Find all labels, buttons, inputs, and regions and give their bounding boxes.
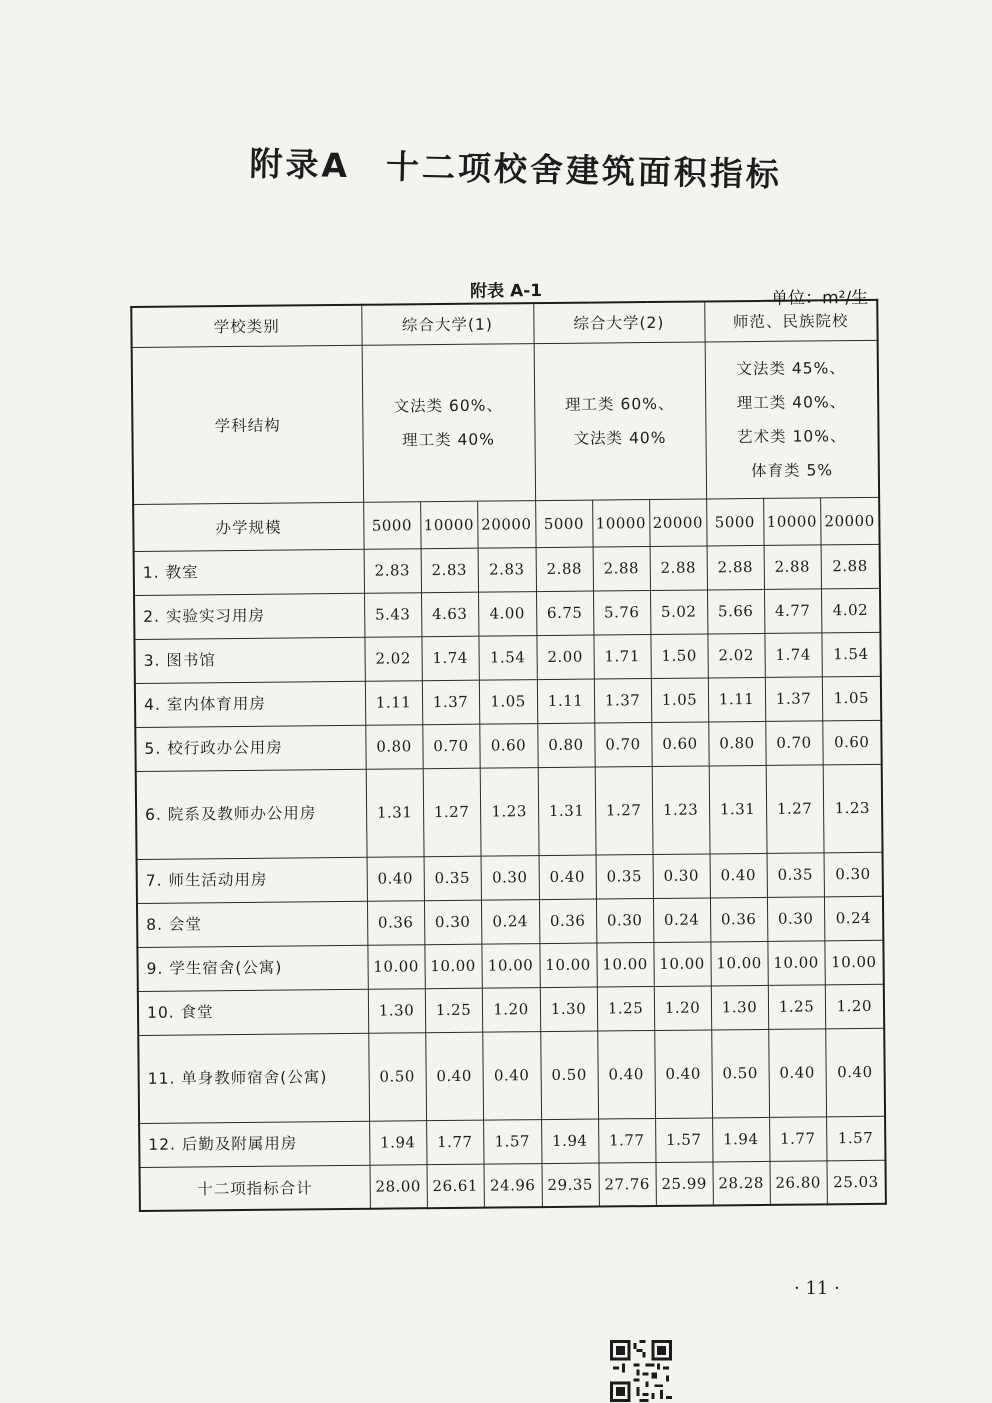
value-cell: 1.30 (540, 987, 597, 1032)
value-cell: 0.40 (367, 856, 424, 901)
value-cell: 2.88 (536, 547, 593, 592)
value-cell: 0.40 (710, 853, 767, 898)
structure-cell (362, 343, 535, 502)
value-cell: 0.60 (822, 720, 881, 765)
structure-cell (534, 341, 706, 500)
structure-line: 体育类 5% (751, 460, 834, 480)
table-body (131, 300, 886, 1211)
value-cell: 1.11 (708, 677, 765, 722)
value-cell: 0.24 (653, 897, 710, 942)
value-cell: 1.77 (769, 1116, 826, 1161)
area-index-table (130, 299, 887, 1212)
table-row (136, 764, 883, 859)
value-cell: 1.25 (768, 984, 825, 1029)
row-label: 5. 校行政办公用房 (135, 725, 365, 771)
total-value-cell: 26.61 (427, 1164, 484, 1209)
value-cell: 0.35 (767, 852, 824, 897)
value-cell: 10.00 (596, 942, 653, 987)
value-cell: 0.80 (537, 723, 594, 768)
total-value-cell: 27.76 (598, 1162, 655, 1207)
table-row (135, 676, 881, 727)
value-cell: 1.50 (650, 633, 707, 678)
row-label: 12. 后勤及附属用房 (139, 1121, 369, 1167)
row-label: 10. 食堂 (138, 989, 368, 1035)
value-cell: 0.35 (596, 854, 653, 899)
value-cell: 0.30 (596, 898, 653, 943)
structure-line: 文法类 45%、 (736, 358, 846, 378)
value-cell: 0.60 (479, 723, 537, 768)
value-cell: 1.54 (821, 632, 880, 677)
value-cell: 2.88 (707, 545, 764, 590)
value-cell: 0.30 (824, 852, 883, 897)
value-cell: 1.30 (368, 988, 425, 1033)
value-cell: 1.31 (538, 767, 596, 856)
total-value-cell: 25.03 (826, 1160, 885, 1205)
scale-cell: 10000 (763, 497, 820, 545)
value-cell: 0.80 (365, 724, 422, 769)
scale-cell: 20000 (820, 497, 879, 545)
value-cell: 0.70 (422, 724, 479, 769)
structure-cell (705, 340, 880, 499)
row-label: 9. 学生宿舍(公寓) (137, 945, 367, 991)
structure-line: 理工类 40% (402, 430, 496, 449)
value-cell: 0.50 (368, 1032, 426, 1121)
value-cell: 0.80 (708, 721, 765, 766)
value-cell: 4.02 (821, 588, 880, 633)
value-cell: 1.57 (826, 1116, 885, 1161)
value-cell: 1.05 (479, 679, 537, 724)
row-label: 1. 教室 (134, 549, 364, 595)
table-row (135, 720, 881, 771)
value-cell: 1.27 (766, 764, 824, 853)
structure-line: 理工类 40%、 (736, 392, 847, 412)
value-cell: 1.94 (369, 1120, 426, 1165)
value-cell: 1.23 (823, 764, 883, 853)
value-cell: 0.40 (654, 1029, 712, 1118)
value-cell: 1.77 (426, 1120, 483, 1165)
value-cell: 2.02 (364, 636, 421, 681)
value-cell: 1.23 (480, 767, 539, 856)
value-cell: 2.83 (478, 547, 536, 592)
value-cell: 1.05 (651, 677, 708, 722)
value-cell: 1.57 (483, 1119, 541, 1164)
value-cell: 1.57 (655, 1117, 712, 1162)
scale-cell: 20000 (477, 500, 535, 548)
value-cell: 0.24 (481, 899, 539, 944)
value-cell: 5.43 (364, 592, 421, 637)
value-cell: 0.40 (768, 1028, 826, 1117)
scale-cell: 10000 (420, 501, 477, 549)
value-cell: 1.31 (709, 765, 767, 854)
value-cell: 1.27 (423, 768, 481, 857)
category-cell: 师范、民族院校 (704, 300, 877, 342)
total-value-cell: 25.99 (655, 1161, 712, 1206)
value-cell: 5.02 (650, 589, 707, 634)
structure-line: 文法类 60%、 (393, 395, 503, 415)
table-row (137, 896, 883, 947)
category-cell: 综合大学(1) (361, 303, 533, 345)
value-cell: 2.88 (593, 546, 650, 591)
value-cell: 4.63 (421, 592, 478, 637)
value-cell: 1.11 (537, 679, 594, 724)
value-cell: 10.00 (424, 944, 481, 989)
category-label: 学校类别 (131, 305, 361, 347)
value-cell: 1.37 (765, 676, 822, 721)
value-cell: 1.05 (822, 676, 881, 721)
value-cell: 10.00 (539, 943, 596, 988)
table-row (138, 1028, 885, 1123)
value-cell: 1.74 (421, 636, 478, 681)
table-row (138, 984, 884, 1035)
value-cell: 0.35 (424, 856, 481, 901)
value-cell: 0.36 (710, 897, 767, 942)
structure-label: 学科结构 (132, 345, 363, 504)
value-cell: 0.30 (767, 896, 824, 941)
table-row (137, 940, 883, 991)
value-cell: 1.20 (825, 984, 884, 1029)
value-cell: 0.70 (594, 722, 651, 767)
value-cell: 1.25 (597, 986, 654, 1031)
value-cell: 2.02 (707, 633, 764, 678)
value-cell: 10.00 (767, 940, 824, 985)
row-label: 2. 实验实习用房 (134, 593, 364, 639)
value-cell: 0.50 (711, 1029, 769, 1118)
value-cell: 0.40 (482, 1031, 541, 1120)
value-cell: 4.00 (478, 591, 536, 636)
category-cell: 综合大学(2) (533, 301, 704, 343)
row-label: 3. 图书馆 (134, 637, 364, 683)
value-cell: 2.83 (364, 548, 421, 593)
value-cell: 1.71 (593, 634, 650, 679)
value-cell: 0.40 (425, 1032, 483, 1121)
value-cell: 1.54 (478, 635, 536, 680)
value-cell: 10.00 (710, 941, 767, 986)
value-cell: 10.00 (824, 940, 883, 985)
row-label: 7. 师生活动用房 (137, 857, 367, 903)
scale-cell: 20000 (649, 498, 706, 546)
value-cell: 0.30 (653, 853, 710, 898)
value-cell: 1.74 (764, 632, 821, 677)
row-label: 8. 会堂 (137, 901, 367, 947)
row-label: 11. 单身教师宿舍(公寓) (138, 1033, 369, 1123)
table-unit: 单位：m²/生 (771, 287, 869, 309)
value-cell: 0.24 (824, 896, 883, 941)
value-cell: 1.94 (541, 1119, 598, 1164)
scale-row (133, 497, 879, 551)
value-cell: 1.20 (654, 985, 711, 1030)
page-title: 附录A 十二项校舍建筑面积指标 (249, 143, 783, 195)
total-label: 十二项指标合计 (140, 1165, 370, 1211)
value-cell: 5.66 (707, 589, 764, 634)
total-row (140, 1160, 886, 1211)
total-value-cell: 29.35 (541, 1163, 598, 1208)
value-cell: 1.20 (482, 987, 540, 1032)
value-cell: 0.40 (539, 855, 596, 900)
value-cell: 0.30 (424, 900, 481, 945)
structure-line: 理工类 60%、 (564, 394, 675, 414)
value-cell: 4.77 (764, 588, 821, 633)
scale-cell: 5000 (363, 501, 420, 549)
value-cell: 5.76 (593, 590, 650, 635)
value-cell: 0.36 (367, 900, 424, 945)
table-row (134, 544, 880, 595)
value-cell: 1.25 (425, 988, 482, 1033)
row-label: 6. 院系及教师办公用房 (136, 769, 367, 859)
value-cell: 0.36 (539, 899, 596, 944)
value-cell: 10.00 (653, 941, 710, 986)
value-cell: 1.30 (711, 985, 768, 1030)
table-label: 附表 A-1 (470, 281, 543, 302)
total-value-cell: 24.96 (483, 1163, 541, 1208)
total-value-cell: 28.28 (712, 1161, 769, 1206)
value-cell: 2.88 (650, 545, 707, 590)
value-cell: 1.94 (712, 1117, 769, 1162)
value-cell: 0.70 (765, 720, 822, 765)
value-cell: 1.11 (365, 680, 422, 725)
value-cell: 10.00 (367, 944, 424, 989)
value-cell: 10.00 (481, 943, 539, 988)
scale-cell: 5000 (535, 500, 592, 548)
value-cell: 1.27 (595, 766, 653, 855)
structure-line: 文法类 40% (573, 428, 667, 448)
page-number: · 11 · (794, 1278, 840, 1299)
value-cell: 0.40 (825, 1028, 885, 1117)
value-cell: 0.40 (597, 1030, 655, 1119)
value-cell: 1.31 (366, 768, 424, 857)
table-row (134, 632, 880, 683)
value-cell: 1.37 (594, 678, 651, 723)
value-cell: 0.50 (540, 1031, 598, 1120)
scale-cell: 10000 (592, 499, 649, 547)
qr-code-icon (610, 1340, 672, 1402)
row-label: 4. 室内体育用房 (135, 681, 365, 727)
scale-cell: 5000 (706, 498, 763, 546)
structure-line: 艺术类 10%、 (737, 426, 847, 446)
value-cell: 1.77 (598, 1118, 655, 1163)
value-cell: 1.37 (422, 680, 479, 725)
table-row (139, 1116, 885, 1167)
value-cell: 6.75 (536, 591, 593, 636)
total-value-cell: 26.80 (769, 1160, 826, 1205)
appendix-table-block (130, 273, 885, 1212)
value-cell: 2.83 (421, 548, 478, 593)
table-row (134, 588, 880, 639)
scale-label: 办学规模 (133, 502, 363, 551)
value-cell: 2.88 (764, 544, 821, 589)
structure-row (132, 340, 879, 504)
value-cell: 1.23 (652, 765, 710, 854)
value-cell: 0.60 (651, 721, 708, 766)
total-value-cell: 28.00 (370, 1164, 427, 1209)
table-row (137, 852, 883, 903)
value-cell: 2.88 (821, 544, 880, 589)
value-cell: 0.30 (481, 855, 539, 900)
value-cell: 2.00 (536, 635, 593, 680)
